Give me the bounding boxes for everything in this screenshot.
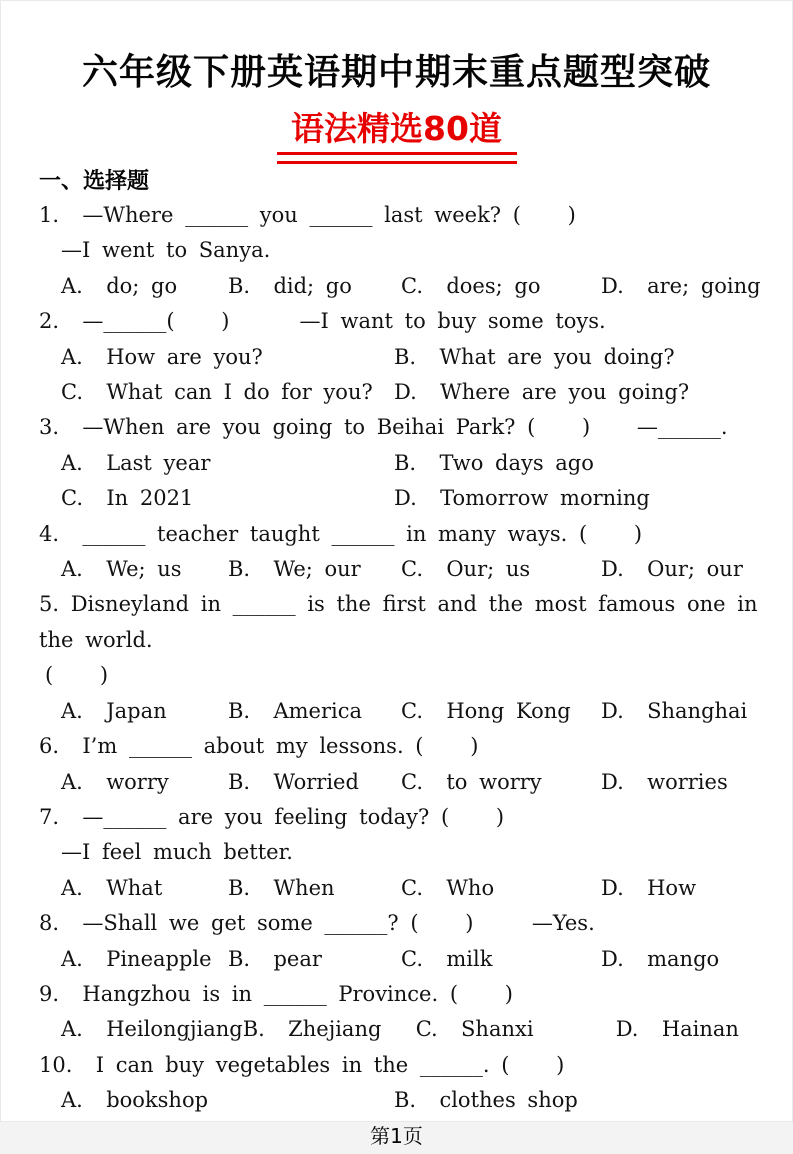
option-d: D. mango	[601, 946, 720, 971]
option-b: B. did; go	[228, 273, 352, 298]
page-title: 六年级下册英语期中期末重点题型突破	[81, 52, 711, 93]
options-row	[1, 481, 792, 516]
options-row	[1, 1012, 792, 1047]
option-a: A. Japan	[61, 698, 167, 723]
page-subtitle: 语法精选80道	[291, 109, 502, 148]
option-b: B. clothes shop	[394, 1088, 578, 1113]
question-stem: 6. I’m ______ about my lessons. ( )	[39, 734, 479, 759]
option-a: A. do; go	[61, 273, 178, 298]
option-a: A. Heilongjiang	[61, 1017, 243, 1042]
question-stem: 9. Hangzhou is in ______ Province. ( )	[39, 981, 513, 1006]
option-b: B. When	[228, 875, 335, 900]
options-row	[1, 871, 792, 906]
question-stem: 1. —Where ______ you ______ last week? ( )	[39, 203, 576, 227]
option-c: C. What can I do for you?	[61, 380, 373, 405]
option-b: B. America	[228, 698, 363, 723]
option-c: C. to worry	[401, 769, 542, 794]
question-stem: 3. —When are you going to Beihai Park? ( ) —______.	[39, 415, 728, 440]
option-c: C. Hong Kong	[401, 698, 571, 723]
option-d: D. How	[601, 875, 697, 900]
options-row	[1, 694, 792, 729]
question-list	[1, 198, 792, 1154]
question-5	[1, 587, 792, 729]
option-a: A. Pineapple	[61, 946, 212, 971]
option-c: C. Who	[401, 875, 495, 900]
question-10	[1, 1048, 792, 1119]
question-reply: —I feel much better.	[61, 840, 293, 865]
option-a: A. bookshop	[61, 1088, 209, 1113]
question-stem: 10. I can buy vegetables in the ______. ( )	[39, 1052, 565, 1077]
options-row	[1, 446, 792, 481]
question-stem: 4. ______ teacher taught ______ in many ways. ( )	[39, 521, 643, 546]
question-6	[1, 729, 792, 800]
options-row	[1, 340, 792, 375]
question-1	[1, 198, 792, 304]
option-b: B. Two days ago	[394, 450, 594, 475]
option-d: D. Hainan	[615, 1017, 739, 1042]
question-reply: —I went to Sanya.	[61, 238, 271, 263]
option-c: C. milk	[401, 946, 493, 971]
options-row	[1, 375, 792, 410]
options-row	[1, 552, 792, 587]
question-stem: 5. Disneyland in ______ is the first and the most famous one in the world.	[39, 592, 770, 652]
question-stem: 8. —Shall we get some ______? ( ) —Yes.	[39, 911, 595, 936]
option-d: D. are; going	[601, 273, 761, 298]
option-d: D. worries	[601, 769, 728, 794]
option-a: A. How are you?	[61, 344, 263, 369]
question-9	[1, 977, 792, 1048]
option-a: A. We; us	[61, 557, 182, 582]
page-number: 第1页	[370, 1123, 423, 1148]
option-a: A. worry	[61, 769, 169, 794]
option-b: B. pear	[228, 946, 322, 971]
options-row	[1, 765, 792, 800]
option-c: C. Our; us	[401, 557, 531, 582]
options-row	[1, 1083, 792, 1118]
question-4	[1, 517, 792, 588]
option-a: A. Last year	[61, 450, 211, 475]
option-c: C. In 2021	[61, 486, 194, 511]
option-d: D. Tomorrow morning	[394, 486, 650, 511]
options-row	[1, 269, 792, 304]
question-stem: 2. —______( ) —I want to buy some toys.	[39, 309, 606, 334]
option-b: B. What are you doing?	[394, 344, 675, 369]
option-d: D. Shanghai	[601, 698, 748, 723]
option-c: C. does; go	[401, 273, 541, 298]
subtitle-double-underline	[277, 152, 517, 164]
option-b: B. We; our	[228, 557, 361, 582]
option-b: B. Worried	[228, 769, 359, 794]
question-3	[1, 410, 792, 516]
question-stem-continuation: ( )	[45, 663, 109, 688]
question-8	[1, 906, 792, 977]
option-b: B. Zhejiang	[242, 1017, 382, 1042]
question-7	[1, 800, 792, 906]
section-title: 一、选择题	[39, 169, 150, 194]
option-c: C. Shanxi	[415, 1017, 534, 1042]
question-stem: 7. —______ are you feeling today? ( )	[39, 804, 505, 829]
question-2	[1, 304, 792, 410]
option-a: A. What	[61, 875, 163, 900]
option-d: D. Where are you going?	[394, 380, 690, 405]
options-row	[1, 942, 792, 977]
option-d: D. Our; our	[601, 557, 743, 582]
